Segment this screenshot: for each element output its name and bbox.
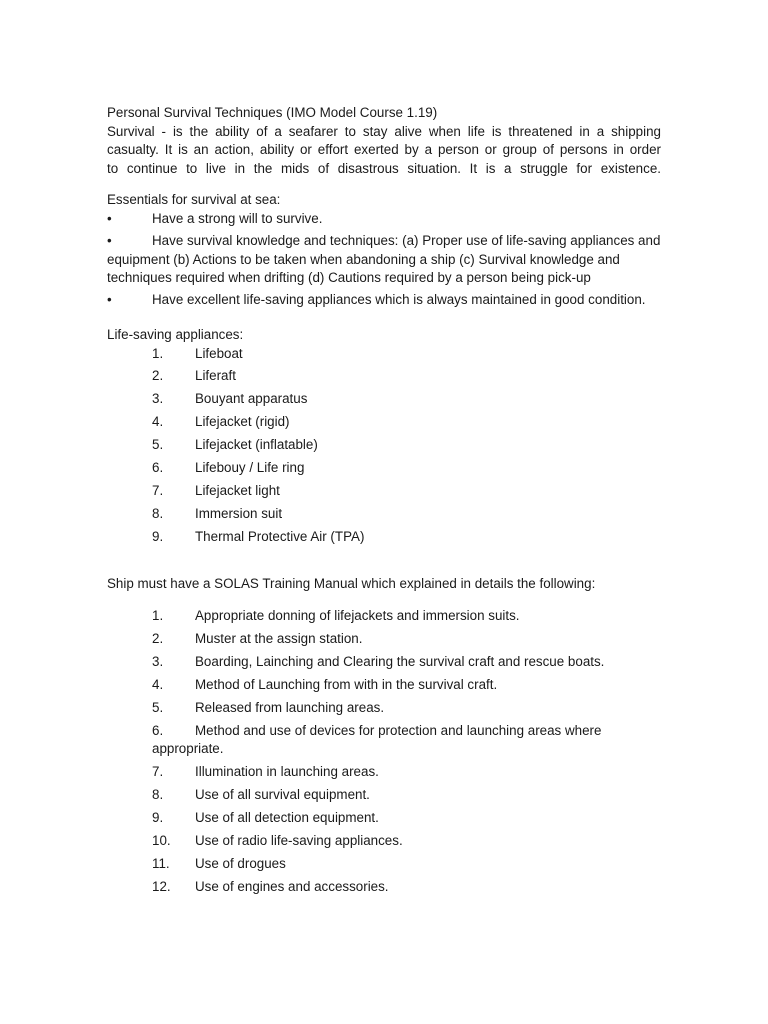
list-item — [107, 528, 661, 547]
list-item-number: 2. — [152, 368, 164, 384]
list-item — [107, 345, 661, 364]
list-item-number: 7. — [152, 764, 164, 780]
list-item-text: Released from launching areas. — [195, 699, 385, 715]
list-item-text: Lifejacket (rigid) — [195, 414, 290, 430]
list-item — [107, 436, 661, 455]
bullet-icon: • — [107, 292, 112, 308]
intro-line-1: Survival - is the ability of a seafarer to stay alive when life is threatened in a shipping — [107, 123, 661, 139]
list-item — [107, 809, 661, 828]
list-item-number: 1. — [152, 345, 164, 361]
list-item-text: Use of radio life-saving appliances. — [195, 832, 403, 848]
list-item-number: 3. — [152, 653, 164, 669]
intro-line-2: casualty. It is an action, ability or effort exerted by a person or group of persons in order — [107, 142, 661, 158]
spacer — [107, 178, 661, 191]
list-item-text: Liferaft — [195, 368, 236, 384]
list-item — [107, 878, 661, 897]
list-item-text: Use of all detection equipment. — [195, 809, 379, 825]
spacer — [107, 551, 661, 575]
list-item-text: Immersion suit — [195, 505, 283, 521]
appliances-list — [107, 345, 661, 547]
essentials-heading: Essentials for survival at sea: — [107, 192, 281, 208]
list-item-number: 5. — [152, 437, 164, 453]
list-item-number: 4. — [152, 414, 164, 430]
list-item — [107, 653, 661, 672]
list-item — [107, 607, 661, 626]
appliances-heading: Life-saving appliances: — [107, 326, 244, 342]
list-item — [107, 855, 661, 874]
list-item-text: Thermal Protective Air (TPA) — [195, 528, 365, 544]
manual-list — [107, 607, 661, 896]
list-item-text: Appropriate donning of lifejackets and immersion suits. — [195, 608, 520, 624]
essentials-item-2 — [107, 232, 661, 288]
list-item — [107, 482, 661, 501]
list-item — [107, 763, 661, 782]
list-item — [107, 505, 661, 524]
list-item — [107, 367, 661, 386]
list-item-number: 8. — [152, 786, 164, 802]
list-item — [107, 722, 661, 759]
list-item-number: 1. — [152, 608, 164, 624]
list-item-text: Lifebouy / Life ring — [195, 459, 305, 475]
list-item-number: 9. — [152, 809, 164, 825]
list-item-number: 12. — [152, 878, 171, 894]
list-item-text: Boarding, Lainching and Clearing the survival craft and rescue boats. — [195, 653, 605, 669]
list-item-number: 2. — [152, 631, 164, 647]
list-item-text: Lifejacket (inflatable) — [195, 437, 318, 453]
list-item-text: Lifejacket light — [195, 482, 280, 498]
list-item — [107, 832, 661, 851]
list-item-number: 8. — [152, 505, 164, 521]
essentials-item-text: Have a strong will to survive. — [152, 210, 323, 226]
list-item-number: 4. — [152, 676, 164, 692]
list-item-text: Lifeboat — [195, 345, 243, 361]
essentials-item-text: Have excellent life-saving appliances which is always maintained in good condition. — [152, 292, 646, 308]
list-item-text: Illumination in launching areas. — [195, 764, 379, 780]
spacer — [107, 310, 661, 326]
list-item-text: Method and use of devices for protection and launching areas where appropriate. — [152, 722, 602, 757]
list-item — [107, 630, 661, 649]
essentials-item-text: Have survival knowledge and techniques: (a) Proper use of life-saving appliances and equipment (b) Actions to be taken when abandoning a ship (c) Survival knowledge and techniques required when drifting (d) Cautions required by a person being pick-up — [107, 233, 661, 286]
essentials-item-1 — [107, 210, 661, 229]
list-item — [107, 390, 661, 409]
spacer — [107, 593, 661, 607]
list-item — [107, 786, 661, 805]
list-item-number: 5. — [152, 699, 164, 715]
list-item-text: Use of all survival equipment. — [195, 786, 370, 802]
list-item-number: 6. — [152, 722, 164, 738]
bullet-icon: • — [107, 210, 112, 226]
intro-line-3: to continue to live in the mids of disastrous situation. It is a struggle for existence. — [107, 160, 661, 176]
list-item — [107, 676, 661, 695]
list-item-text: Use of engines and accessories. — [195, 878, 389, 894]
bullet-icon: • — [107, 233, 112, 249]
list-item-text: Bouyant apparatus — [195, 391, 308, 407]
list-item-number: 11. — [152, 855, 170, 871]
manual-heading: Ship must have a SOLAS Training Manual which explained in details the following: — [107, 575, 596, 591]
list-item-number: 6. — [152, 459, 164, 475]
list-item-text: Use of drogues — [195, 855, 286, 871]
document-page — [107, 104, 661, 900]
list-item-text: Method of Launching from with in the survival craft. — [195, 676, 498, 692]
list-item — [107, 413, 661, 432]
document-title: Personal Survival Techniques (IMO Model Course 1.19) — [107, 105, 438, 120]
list-item — [107, 699, 661, 718]
essentials-item-3 — [107, 291, 661, 310]
list-item-text: Muster at the assign station. — [195, 631, 363, 647]
list-item-number: 10. — [152, 832, 171, 848]
list-item-number: 3. — [152, 391, 164, 407]
list-item-number: 9. — [152, 528, 164, 544]
list-item — [107, 459, 661, 478]
list-item-number: 7. — [152, 482, 164, 498]
